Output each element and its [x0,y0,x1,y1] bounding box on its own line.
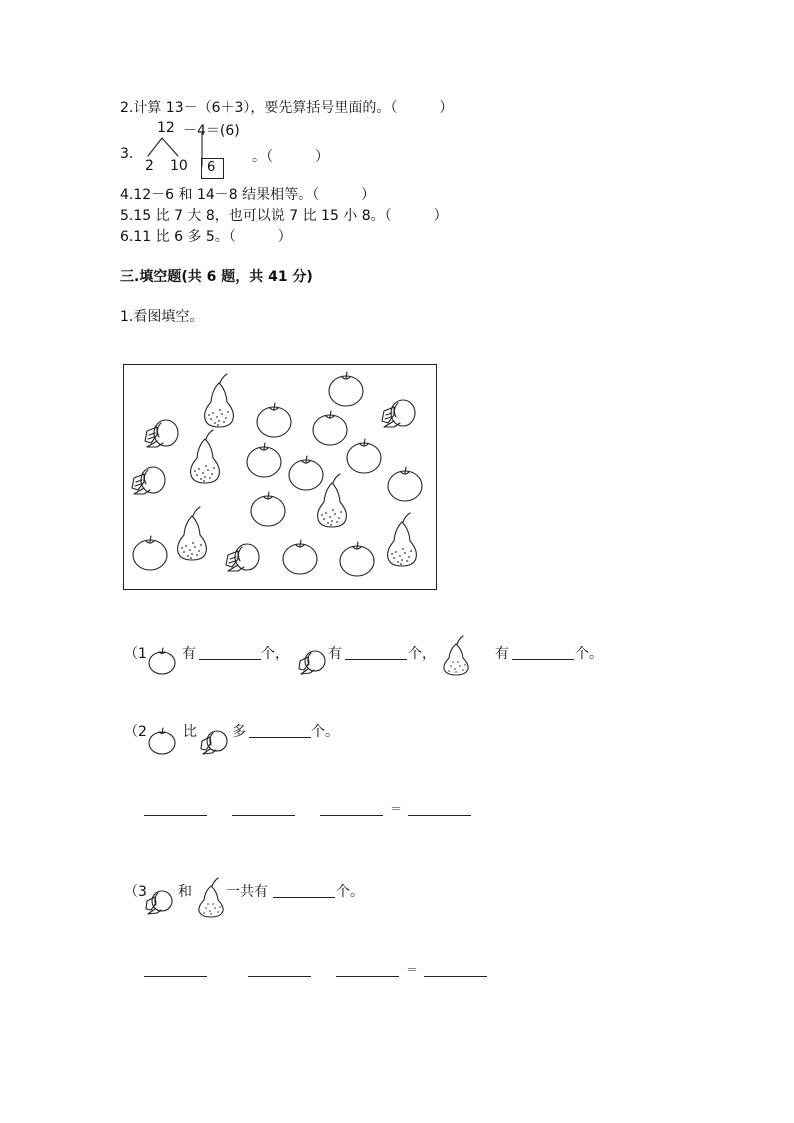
sub2-more-label: 多 [232,724,246,740]
apple-icon [340,542,374,576]
sub1-answer-peach-line[interactable] [345,659,407,660]
sub3-eq-blank-1[interactable] [144,976,207,977]
pear-icon [318,474,347,527]
q3-split-left: 2 [145,158,154,174]
q3-tail: 。（ ） [252,149,329,165]
sub3-eq-result[interactable] [424,976,487,977]
sub1-answer-pear-line[interactable] [512,659,574,660]
peach-icon [200,728,230,758]
apple-icon [147,726,177,756]
question-4: 4.12－6 和 14－8 结果相等。（ ） [120,187,376,203]
question-6: 6.11 比 6 多 5。（ ） [120,229,292,245]
q3-split-right: 10 [170,158,188,174]
peach-icon [382,400,415,427]
pear-icon [191,430,220,483]
peach-icon [145,420,178,447]
sub1-unit-3: 个。 [575,646,603,662]
sub2-prefix: （2 [124,724,147,740]
apple-icon [388,467,422,501]
sub2-answer-line[interactable] [249,737,311,738]
sub2-compare-label: 比 [183,724,197,740]
sub3-prefix: （3 [124,884,147,900]
sub2-eq-blank-2[interactable] [232,815,295,816]
apple-icon [257,403,291,437]
pear-icon [196,876,226,918]
peach-icon [226,544,259,571]
q3-answer-box-value: 6 [207,160,216,175]
pear-icon [205,374,234,427]
section-title: 三.填空题(共 6 题，共 41 分) [120,269,313,285]
sub3-and-label: 和 [178,884,192,900]
sub2-unit: 个。 [311,724,339,740]
peach-icon [298,648,328,678]
apple-icon [283,540,317,574]
sub1-has-label-3: 有 [495,646,509,662]
sub3-equals-sign: ＝ [406,963,419,977]
sub3-eq-blank-2[interactable] [248,976,311,977]
sub3-answer-line[interactable] [273,897,335,898]
apple-icon [347,439,381,473]
apple-icon [329,372,363,406]
sub2-equals-sign: ＝ [390,802,403,816]
sub2-eq-blank-1[interactable] [144,815,207,816]
sub2-eq-blank-3[interactable] [320,815,383,816]
sub1-has-label-2: 有 [328,646,342,662]
peach-icon [145,888,175,918]
apple-icon [251,492,285,526]
peach-icon [132,467,165,494]
pear-icon [388,513,417,566]
apple-icon [289,456,323,490]
apple-icon [133,536,167,570]
sub3-unit: 个。 [336,884,364,900]
q3-expr-minus: －4＝(6) [183,123,240,139]
apple-icon [147,646,177,676]
fill-question-1-title: 1.看图填空。 [120,309,204,325]
sub1-answer-apple-line[interactable] [199,659,261,660]
sub2-eq-result[interactable] [408,815,471,816]
sub3-eq-blank-3[interactable] [336,976,399,977]
question-5: 5.15 比 7 大 8，也可以说 7 比 15 小 8。（ ） [120,208,448,224]
sub1-unit-1: 个， [261,646,289,662]
pear-icon [178,507,207,560]
sub1-has-label-1: 有 [182,646,196,662]
pear-icon [441,634,471,676]
q3-number: 3. [120,146,134,162]
apple-icon [247,443,281,477]
sub3-total-label: 一共有 [226,884,268,900]
sub1-unit-2: 个， [408,646,436,662]
question-2: 2.计算 13－（6＋3），要先算括号里面的。（ ） [120,100,454,116]
sub1-prefix: （1 [124,646,147,662]
q3-expr-12: 12 [157,120,175,136]
apple-icon [313,411,347,445]
